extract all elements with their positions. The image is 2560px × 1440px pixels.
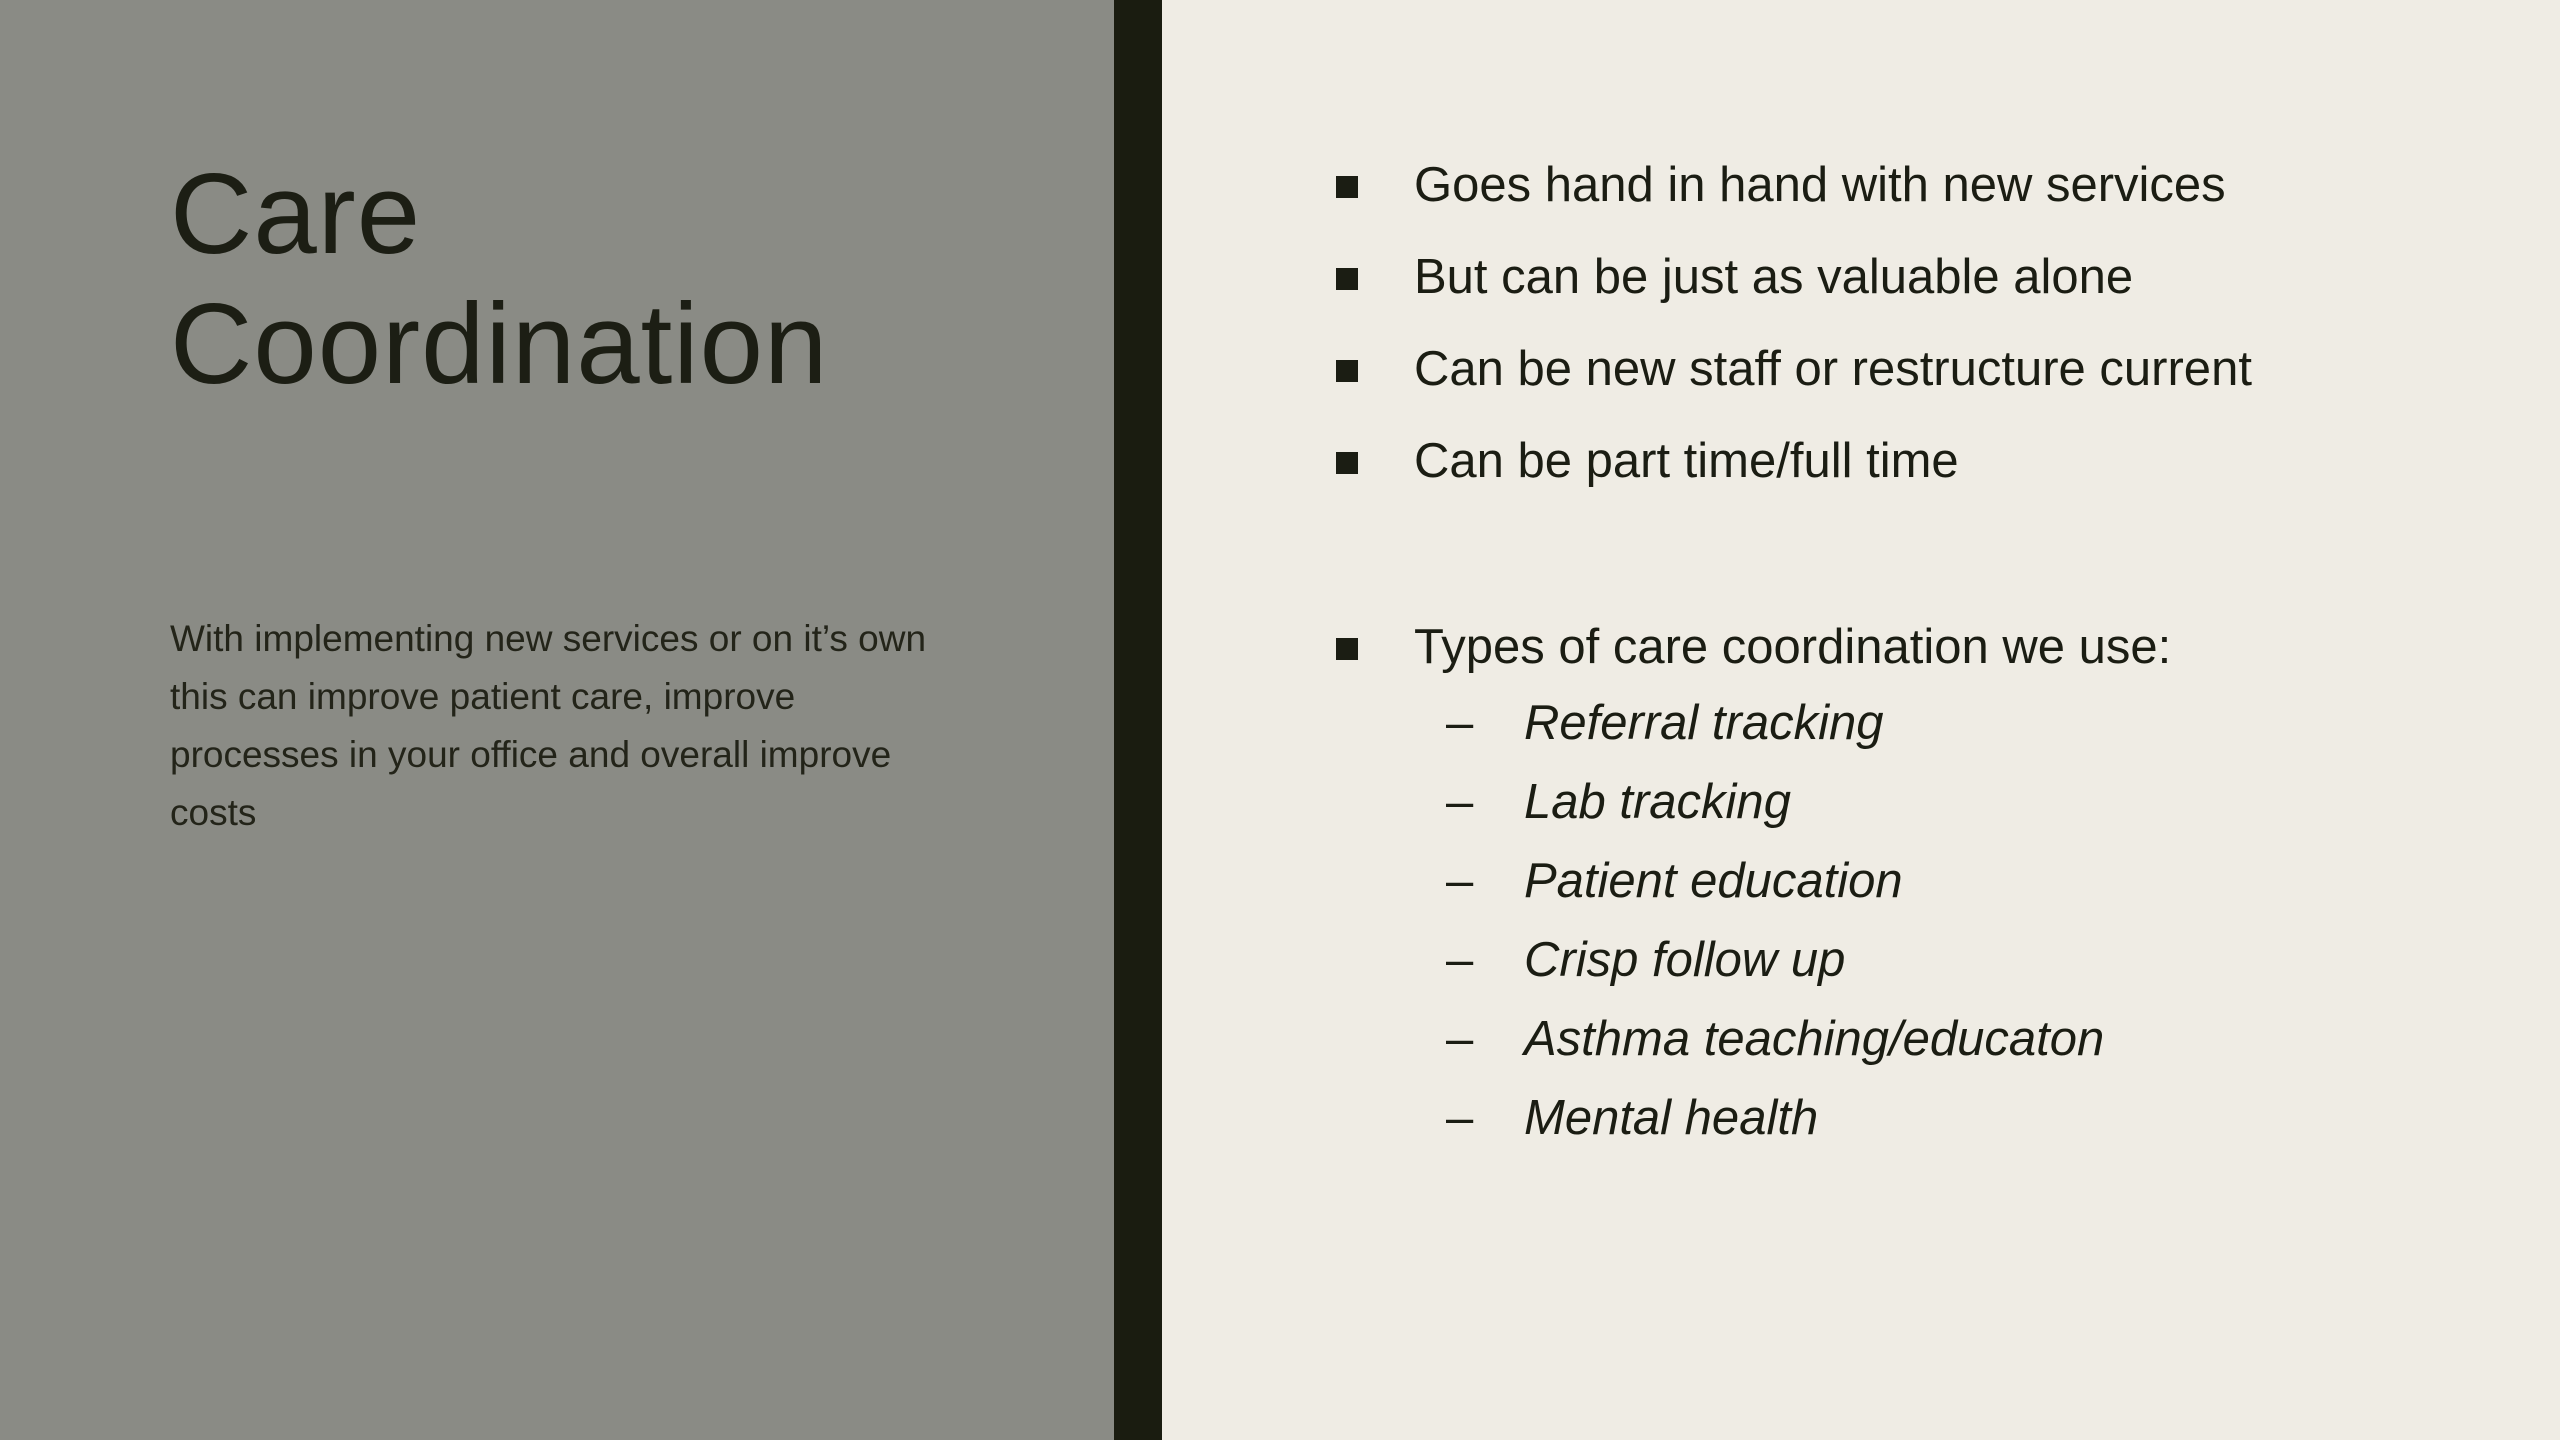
square-bullet-icon [1336,638,1358,660]
title-line-2: Coordination [170,281,829,408]
dash-bullet-icon: – [1446,696,1474,750]
dash-bullet-icon: – [1446,1091,1474,1145]
sub-item-text: Lab tracking [1524,775,1791,829]
bullet-item [1330,150,2510,220]
sub-list-item [1446,688,2446,758]
care-coordination-types-list [1446,688,2446,1162]
sub-list-item [1446,925,2446,995]
square-bullet-icon [1336,176,1358,198]
bullet-text: Goes hand in hand with new services [1414,158,2226,212]
sub-item-text: Asthma teaching/educaton [1524,1012,2105,1066]
dash-bullet-icon: – [1446,1012,1474,1066]
bullet-item [1330,426,2510,496]
square-bullet-icon [1336,360,1358,382]
bullet-text: Can be new staff or restructure current [1414,342,2252,396]
square-bullet-icon [1336,268,1358,290]
sub-list-item [1446,767,2446,837]
sub-item-text: Crisp follow up [1524,933,1846,987]
sub-list-item [1446,1004,2446,1074]
bullet-text: Can be part time/full time [1414,434,1959,488]
slide-title [170,150,1050,410]
sub-list-item [1446,846,2446,916]
sub-item-text: Mental health [1524,1091,1819,1145]
square-bullet-icon [1336,452,1358,474]
bullet-list [1330,150,2510,518]
dash-bullet-icon: – [1446,933,1474,987]
sub-item-text: Patient education [1524,854,1903,908]
bullet-item [1330,242,2510,312]
sub-item-text: Referral tracking [1524,696,1884,750]
sub-list-item [1446,1083,2446,1153]
bullet-item-types-heading [1330,612,2510,682]
bullet-item [1330,334,2510,404]
bullet-text: But can be just as valuable alone [1414,250,2134,304]
slide-subtitle: With implementing new services or on it’s own this can improve patient care, improve processes in your office and overall improve costs [170,618,927,833]
title-line-1: Care [170,151,422,278]
divider-bar [1114,0,1162,1440]
dash-bullet-icon: – [1446,854,1474,908]
types-heading: Types of care coordination we use: [1414,620,2172,674]
dash-bullet-icon: – [1446,775,1474,829]
